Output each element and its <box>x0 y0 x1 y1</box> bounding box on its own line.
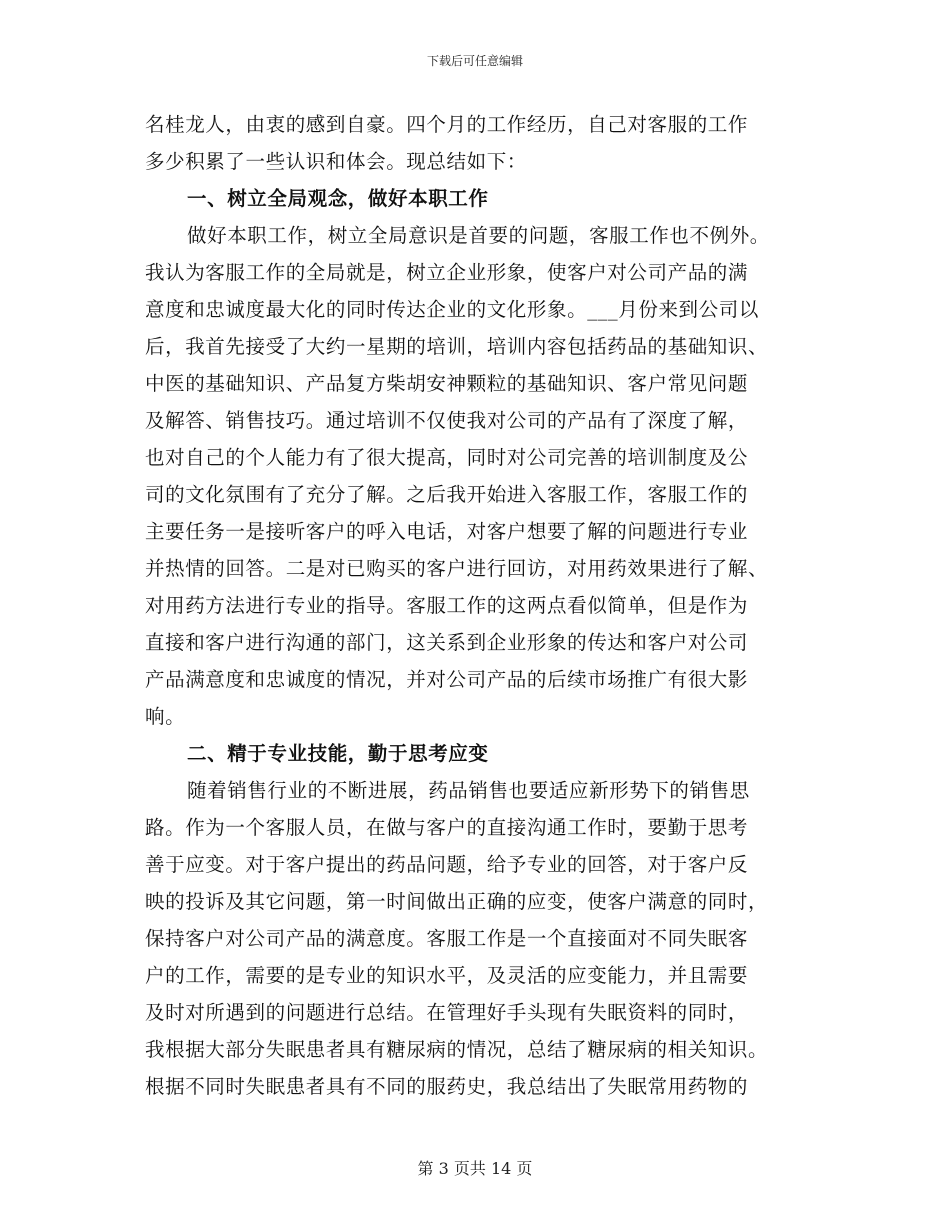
body-line: 名桂龙人，由衷的感到自豪。四个月的工作经历，自己对客服的工作 <box>145 113 749 136</box>
document-body <box>145 106 810 1105</box>
body-line: 我根据大部分失眠患者具有糖尿病的情况，总结了糖尿病的相关知识。 <box>145 1038 769 1061</box>
body-line: 司的文化氛围有了充分了解。之后我开始进入客服工作，客服工作的 <box>145 483 749 506</box>
section-heading: 二、精于专业技能，勤于思考应变 <box>187 742 489 765</box>
body-line: 后，我首先接受了大约一星期的培训，培训内容包括药品的基础知识、 <box>145 335 769 358</box>
body-line: 意度和忠诚度最大化的同时传达企业的文化形象。___月份来到公司以 <box>145 298 759 321</box>
body-line: 直接和客户进行沟通的部门，这关系到企业形象的传达和客户对公司 <box>145 631 749 654</box>
body-line: 做好本职工作，树立全局意识是首要的问题，客服工作也不例外。 <box>187 224 770 247</box>
body-line: 也对自己的个人能力有了很大提高，同时对公司完善的培训制度及公 <box>145 446 749 469</box>
body-line: 并热情的回答。二是对已购买的客户进行回访，对用药效果进行了解、 <box>145 557 769 580</box>
body-line: 对用药方法进行专业的指导。客服工作的这两点看似简单，但是作为 <box>145 594 749 617</box>
body-line: 响。 <box>145 705 186 728</box>
body-line: 及解答、销售技巧。通过培训不仅使我对公司的产品有了深度了解， <box>145 409 749 432</box>
body-line: 户的工作，需要的是专业的知识水平，及灵活的应变能力，并且需要 <box>145 964 749 987</box>
body-line: 我认为客服工作的全局就是，树立企业形象，使客户对公司产品的满 <box>145 261 749 284</box>
page-header: 下载后可任意编辑 <box>426 54 523 68</box>
body-line: 映的投诉及其它问题，第一时间做出正确的应变，使客户满意的同时， <box>145 890 769 913</box>
page-footer: 第 3 页共 14 页 <box>417 1159 533 1178</box>
body-line: 随着销售行业的不断进展，药品销售也要适应新形势下的销售思 <box>187 779 750 802</box>
body-line: 及时对所遇到的问题进行总结。在管理好手头现有失眠资料的同时， <box>145 1001 749 1024</box>
body-line: 保持客户对公司产品的满意度。客服工作是一个直接面对不同失眠客 <box>145 927 749 950</box>
body-line: 产品满意度和忠诚度的情况，并对公司产品的后续市场推广有很大影 <box>145 668 749 691</box>
body-line: 中医的基础知识、产品复方柴胡安神颗粒的基础知识、客户常见问题 <box>145 372 749 395</box>
body-line: 路。作为一个客服人员，在做与客户的直接沟通工作时，要勤于思考 <box>145 816 749 839</box>
body-line: 善于应变。对于客户提出的药品问题，给予专业的回答，对于客户反 <box>145 853 749 876</box>
body-line: 主要任务一是接听客户的呼入电话，对客户想要了解的问题进行专业 <box>145 520 749 543</box>
body-line: 多少积累了一些认识和体会。现总结如下： <box>145 150 527 173</box>
body-line: 根据不同时失眠患者具有不同的服药史，我总结出了失眠常用药物的 <box>145 1075 749 1098</box>
section-heading: 一、树立全局观念，做好本职工作 <box>187 187 489 210</box>
